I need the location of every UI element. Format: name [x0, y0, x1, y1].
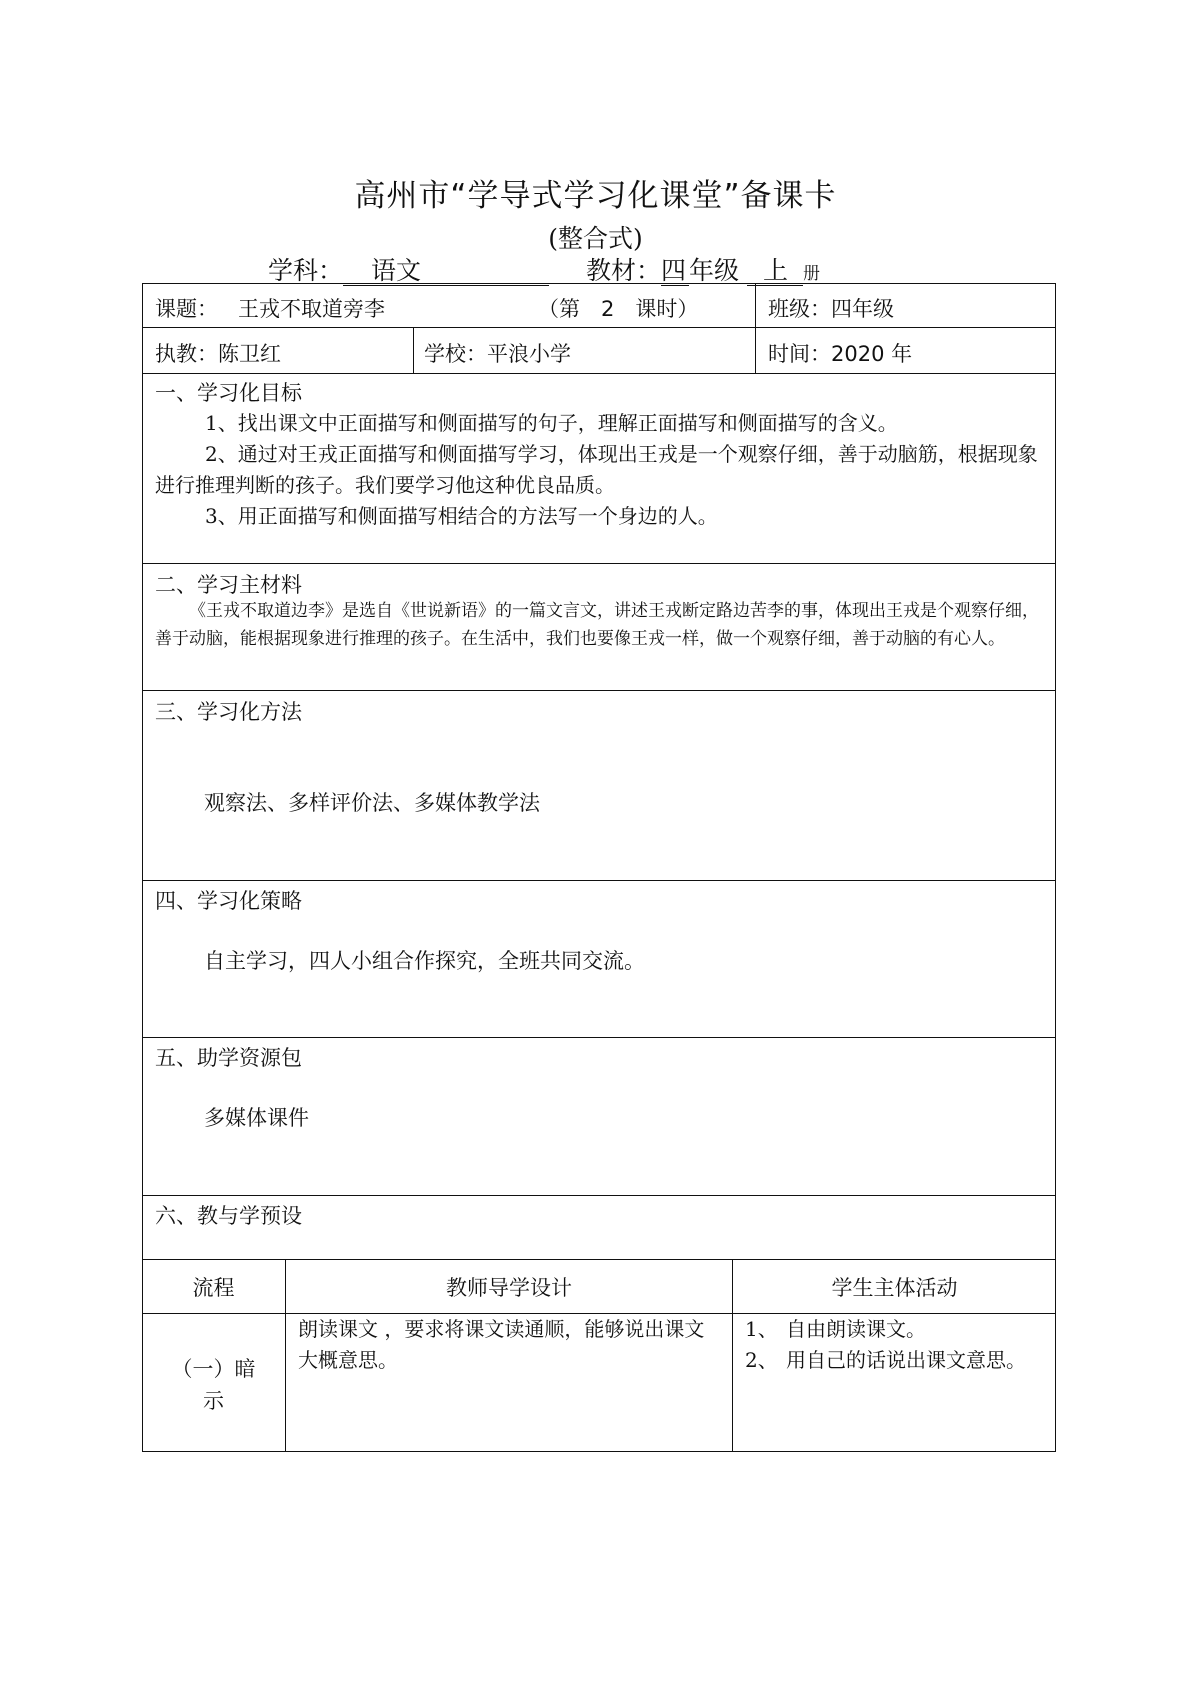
student-activity-item: 自由朗读课文。: [786, 1317, 926, 1341]
term-value: 上: [747, 257, 803, 286]
goals-list: [155, 408, 1045, 532]
divider: [142, 1195, 1056, 1196]
divider: [142, 563, 1056, 564]
topic-value: 王戎不取道旁李: [238, 297, 385, 321]
material-text: 《王戎不取道边李》是选自《世说新语》的一篇文言文，讲述王戎断定路边苦李的事，体现出王戎是个观察仔细，善于动脑，能根据现象进行推理的孩子。在生活中，我们也要像王戎一样，做一个观察仔细，善于动脑的有心人。: [155, 601, 1039, 649]
preset-heading: 六、教与学预设: [155, 1204, 302, 1228]
volume-label: 册: [803, 264, 821, 284]
teacher-design-column-header: 教师导学设计: [446, 1276, 572, 1300]
material-field: [586, 251, 820, 287]
teacher-design-text: 朗读课文 ，要求将课文读通顺，能够说出课文大概意思。: [298, 1317, 705, 1372]
teacher-field: 执教：陈卫红: [155, 342, 281, 366]
flow-step-cont: 示: [203, 1389, 224, 1413]
topic-label: 课题：: [155, 297, 218, 321]
grade-label: 年级: [689, 256, 740, 285]
document-title: 高州市“学导式学习化课堂”备课卡: [354, 178, 837, 214]
divider: [142, 1037, 1056, 1038]
flow-step: （一）暗: [171, 1357, 256, 1381]
strategy-heading: 四、学习化策略: [155, 889, 302, 913]
student-activity-num: 1、: [745, 1317, 778, 1341]
resources-text: 多媒体课件: [204, 1106, 309, 1130]
goal-item: 2、通过对王戎正面描写和侧面描写学习，体现出王戎是一个观察仔细，善于动脑筋，根据现象进行推理判断的孩子。我们要学习他这种优良品质。: [155, 442, 1038, 497]
strategy-text: 自主学习，四人小组合作探究，全班共同交流。: [204, 949, 645, 973]
method-heading: 三、学习化方法: [155, 700, 302, 724]
subject-value: 语文: [343, 257, 549, 286]
material-heading: 二、学习主材料: [155, 573, 302, 597]
subject-label: 学科：: [268, 256, 344, 285]
divider: [142, 880, 1056, 881]
goal-item: 3、用正面描写和侧面描写相结合的方法写一个身边的人。: [205, 504, 718, 528]
time-field: 时间：2020 年: [768, 342, 913, 366]
class-field: 班级：四年级: [768, 297, 894, 321]
school-field: 学校：平浪小学: [424, 342, 571, 366]
divider: [142, 690, 1056, 691]
method-text: 观察法、多样评价法、多媒体教学法: [204, 791, 540, 815]
flow-column-header: 流程: [192, 1276, 235, 1300]
student-activity-num: 2、: [745, 1348, 778, 1372]
document-subtitle: (整合式): [548, 224, 643, 253]
goals-heading: 一、学习化目标: [155, 381, 302, 405]
resources-heading: 五、助学资源包: [155, 1046, 302, 1070]
student-activity-column-header: 学生主体活动: [831, 1276, 958, 1300]
divider: [413, 328, 414, 374]
student-activity-item: 用自己的话说出课文意思。: [786, 1348, 1026, 1372]
divider: [755, 283, 756, 374]
material-label: 教材：: [586, 256, 662, 285]
divider: [142, 373, 1056, 374]
subject-field: [268, 251, 549, 287]
goal-item: 1、找出课文中正面描写和侧面描写的句子，理解正面描写和侧面描写的含义。: [205, 411, 898, 435]
divider: [142, 327, 1056, 328]
lesson-number: （第 2 课时）: [538, 297, 699, 321]
grade-value: 四: [661, 257, 689, 286]
divider: [142, 1259, 1056, 1260]
